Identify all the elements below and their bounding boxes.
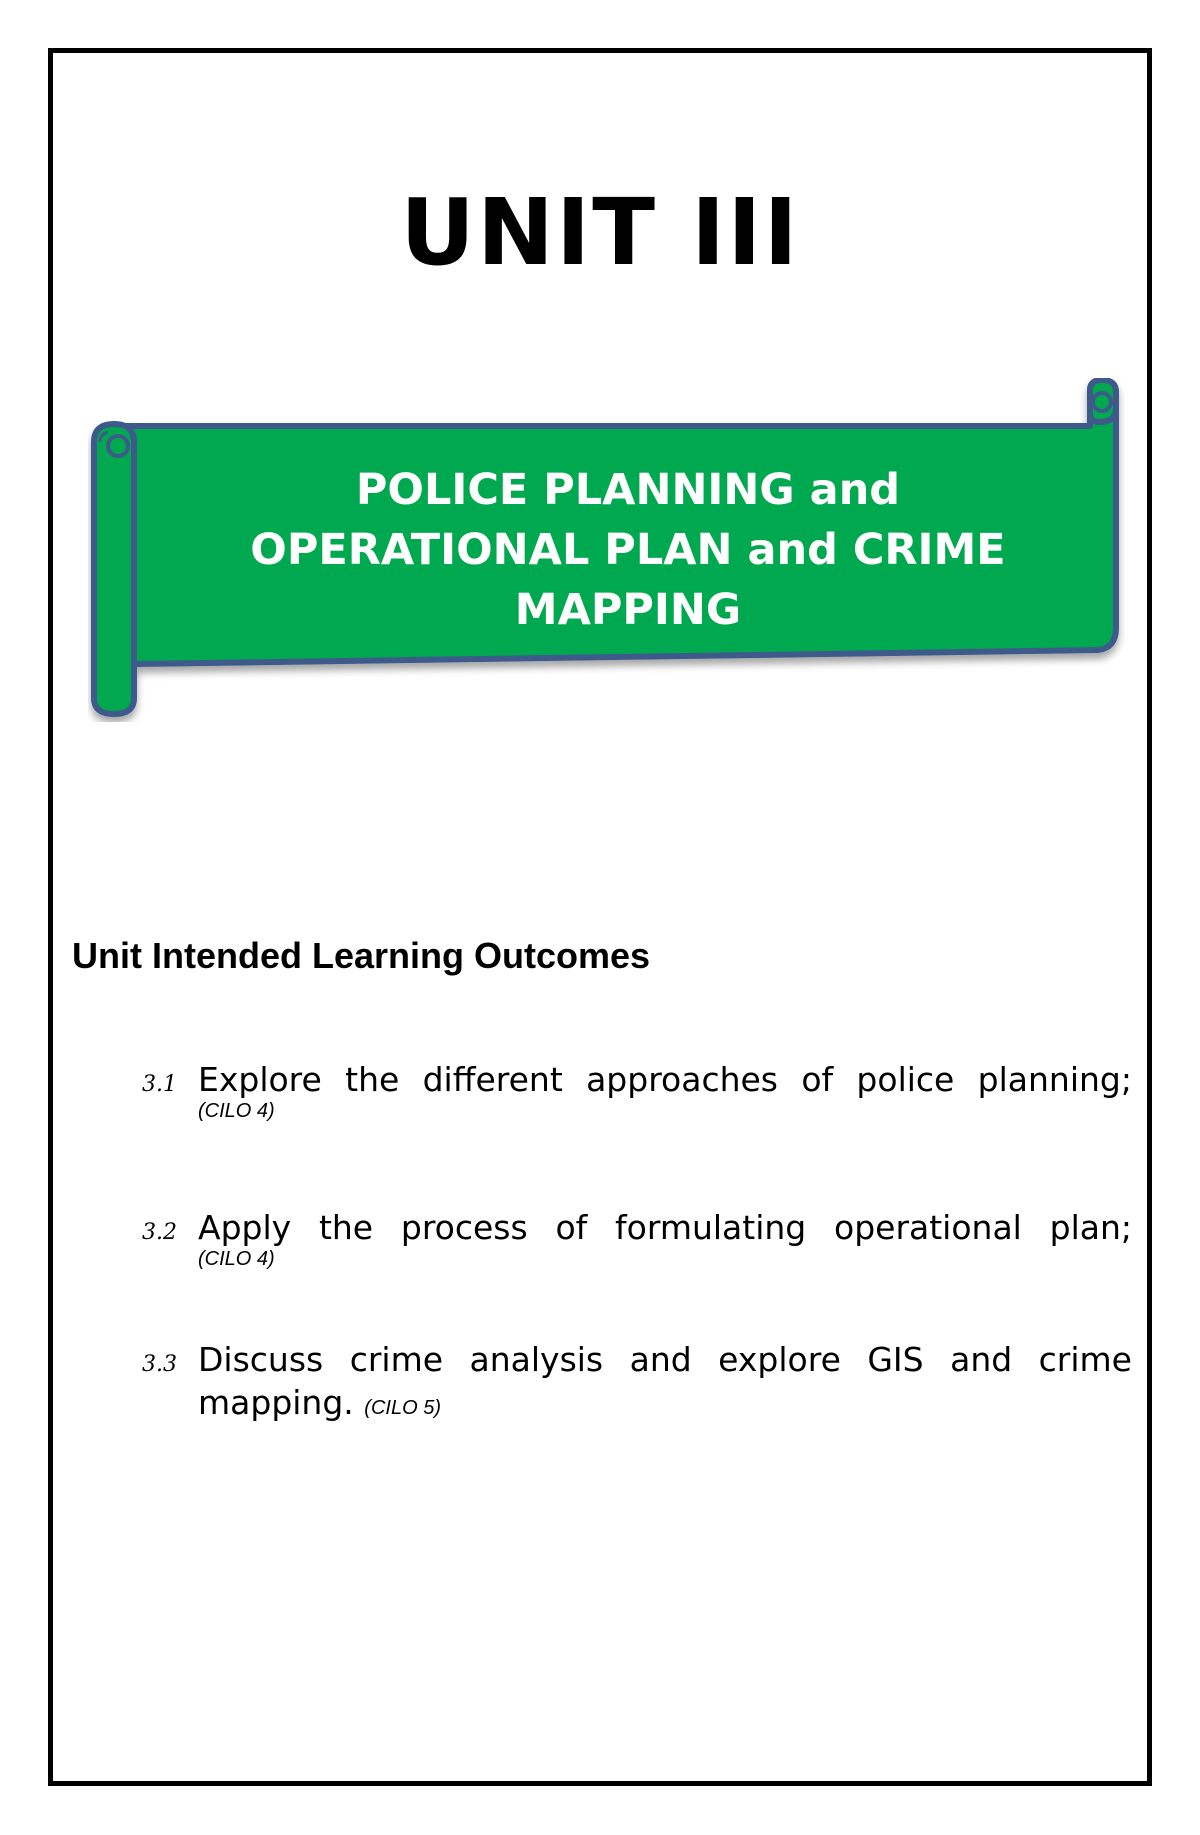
scroll-banner: [88, 378, 1132, 722]
outcome-clo: (CILO 4): [198, 1100, 275, 1122]
outcomes-heading: Unit Intended Learning Outcomes: [72, 935, 651, 976]
outcome-clo: (CILO 5): [364, 1397, 441, 1419]
unit-title: UNIT III: [400, 179, 800, 286]
banner-title: POLICE PLANNING and OPERATIONAL PLAN and CRIME MAPPING: [250, 465, 1006, 635]
outcome-clo: (CILO 4): [198, 1248, 275, 1270]
outcome-text: Explore the different approaches of police planning;: [198, 1060, 1132, 1099]
scroll-roll-left: [94, 424, 134, 714]
outcome-number: 3.2: [142, 1220, 177, 1245]
outcome-text: [198, 1338, 1132, 1424]
outcome-text-content: Discuss crime analysis and explore GIS and crime mapping.: [198, 1340, 1132, 1422]
outcome-text: Apply the process of formulating operational plan;: [198, 1208, 1132, 1247]
scroll-curl-top-right-center: [1093, 393, 1111, 411]
outcome-number: 3.1: [142, 1072, 177, 1097]
page-border: [48, 48, 1152, 1786]
scroll-curl-left-center: [108, 436, 128, 456]
outcome-number: 3.3: [142, 1352, 177, 1377]
